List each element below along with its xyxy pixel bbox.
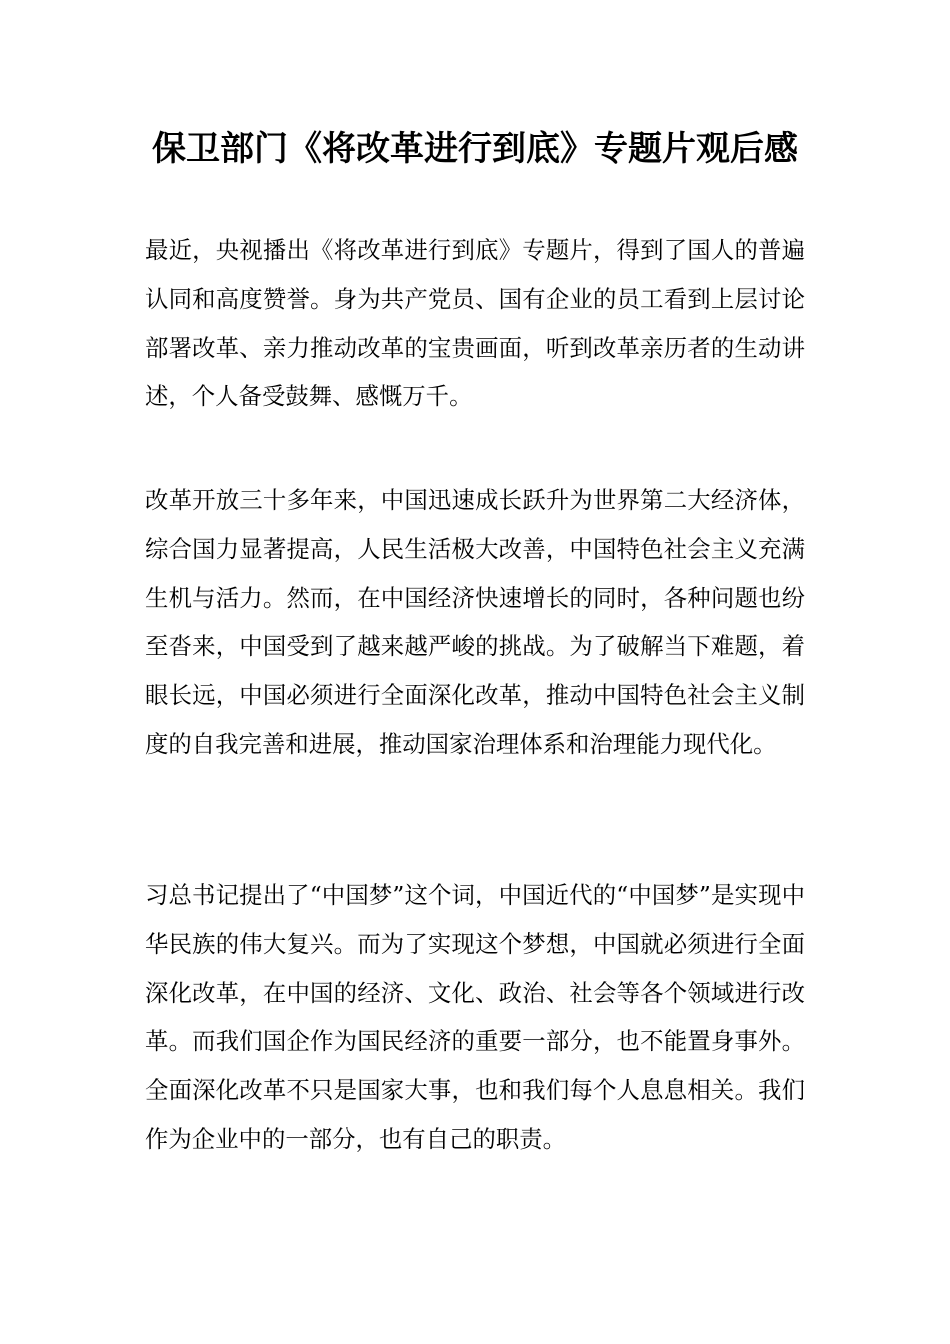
paragraph-1: 最近，央视播出《将改革进行到底》专题片，得到了国人的普遍认同和高度赞誉。身为共产党员、国有企业的员工看到上层讨论部署改革、亲力推动改革的宝贵画面，听到改革亲历者的生动讲述，个人备受鼓舞、感慨万千。 [145, 236, 805, 411]
paragraph-2: 改革开放三十多年来，中国迅速成长跃升为世界第二大经济体，综合国力显著提高，人民生活极大改善，中国特色社会主义充满生机与活力。然而，在中国经济快速增长的同时，各种问题也纷至沓来，中国受到了越来越严峻的挑战。为了破解当下难题，着眼长远，中国必须进行全面深化改革，推动中国特色社会主义制度的自我完善和进展，推动国家治理体系和治理能力现代化。 [145, 486, 805, 758]
document-title: 保卫部门《将改革进行到底》专题片观后感 [152, 129, 798, 169]
paragraph-3: 习总书记提出了“中国梦”这个词，中国近代的“中国梦”是实现中华民族的伟大复兴。而为了实现这个梦想，中国就必须进行全面深化改革，在中国的经济、文化、政治、社会等各个领域进行改革。而我们国企作为国民经济的重要一部分，也不能置身事外。全面深化改革不只是国家大事，也和我们每个人息息相关。我们作为企业中的一部分，也有自己的职责。 [145, 881, 805, 1153]
